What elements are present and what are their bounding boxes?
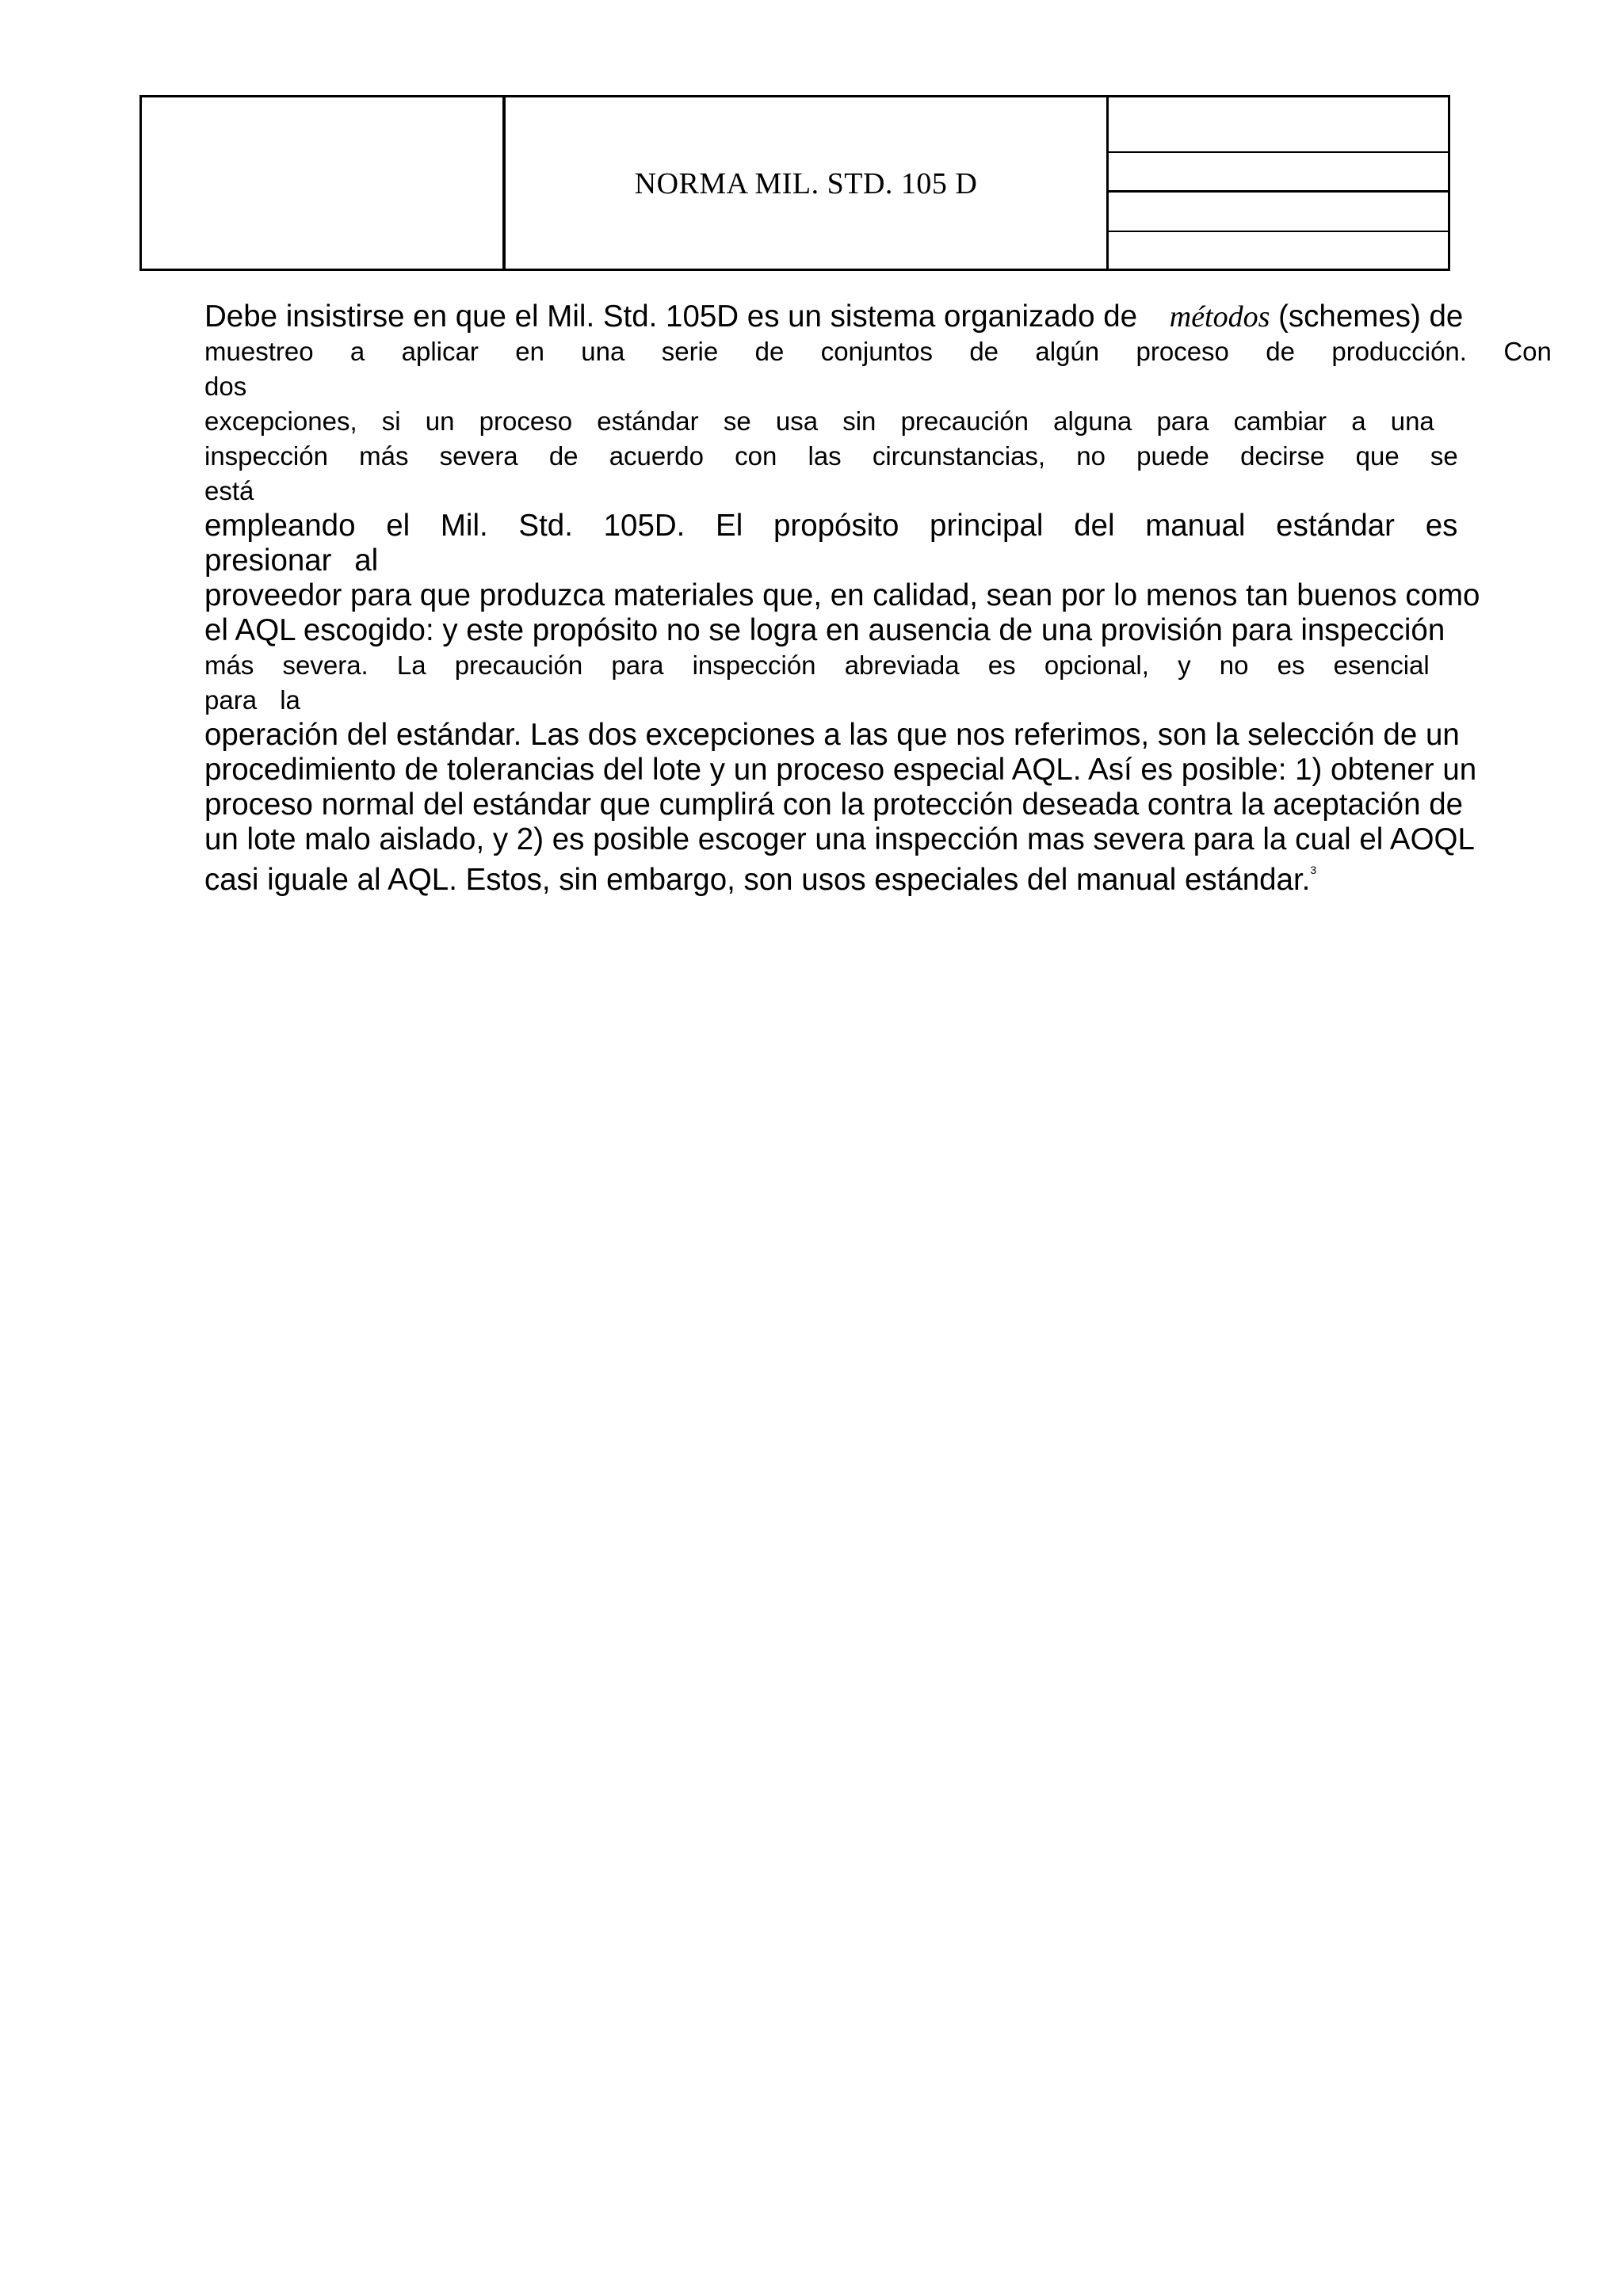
italic-term: métodos <box>1169 300 1270 334</box>
line1-text-end: (schemes) de <box>1278 299 1464 334</box>
paragraph-line: más severa. La precaución para inspección abreviada es opcional, y no es esencial <box>204 650 1430 680</box>
paragraph-line: está <box>204 476 254 505</box>
header-info-cell-1 <box>1109 97 1448 153</box>
paragraph-line <box>204 299 1553 334</box>
footnote-mark[interactable]: 3 <box>1310 864 1317 876</box>
header-info-cells <box>1109 97 1448 269</box>
word: de <box>754 337 785 366</box>
line17-text: casi iguale al AQL. Estos, sin embargo, son usos especiales del manual estándar. <box>204 862 1311 897</box>
paragraph-line: para la <box>204 685 300 715</box>
word: de <box>969 337 999 366</box>
word: aplicar <box>401 337 479 366</box>
word: producción. <box>1331 337 1467 366</box>
paragraph-line: proveedor para que produzca materiales que, en calidad, sean por lo menos tan buenos como <box>204 578 1480 612</box>
line1-text: Debe insistirse en que el Mil. Std. 105D es un sistema organizado de <box>204 299 1138 334</box>
word: muestreo <box>204 337 314 366</box>
word: proceso <box>1136 337 1229 366</box>
word: en <box>515 337 544 366</box>
header-logo-cell <box>142 97 506 269</box>
paragraph-line: procedimiento de tolerancias del lote y un proceso especial AQL. Así es posible: 1) obtener un <box>204 753 1477 787</box>
paragraph-line: excepciones, si un proceso estándar se usa sin precaución alguna para cambiar a una <box>204 406 1434 436</box>
word: a <box>349 337 365 366</box>
paragraph-line: presionar al <box>204 543 379 578</box>
header-title: NORMA MIL. STD. 105 D <box>634 167 978 200</box>
paragraph-line: proceso normal del estándar que cumplirá con la protección deseada contra la aceptación de <box>204 788 1464 822</box>
paragraph-line: el AQL escogido: y este propósito no se logra en ausencia de una provisión para inspección <box>204 613 1445 647</box>
paragraph-line: un lote malo aislado, y 2) es posible escoger una inspección mas severa para la cual el AOQL <box>204 822 1475 856</box>
header-info-cell-3 <box>1109 193 1448 232</box>
paragraph-line: dos <box>204 372 247 401</box>
word: de <box>1266 337 1295 366</box>
word: Con <box>1503 337 1552 366</box>
word: serie <box>661 337 719 366</box>
header-info-cell-2 <box>1109 153 1448 193</box>
paragraph-line: empleando el Mil. Std. 105D. El propósito principal del manual estándar es <box>204 509 1458 543</box>
body-paragraph <box>204 299 1599 898</box>
paragraph-line: operación del estándar. Las dos excepciones a las que nos referimos, son la selección de un <box>204 718 1460 752</box>
paragraph-line: inspección más severa de acuerdo con las circunstancias, no puede decirse que se <box>204 441 1458 471</box>
header-table <box>139 95 1450 271</box>
word: una <box>581 337 625 366</box>
word: algún <box>1035 337 1100 366</box>
header-info-cell-4 <box>1109 232 1448 269</box>
word: conjuntos <box>820 337 933 366</box>
paragraph-line-last <box>204 857 1599 898</box>
paragraph-line <box>204 334 1552 369</box>
header-title-cell <box>506 97 1109 269</box>
